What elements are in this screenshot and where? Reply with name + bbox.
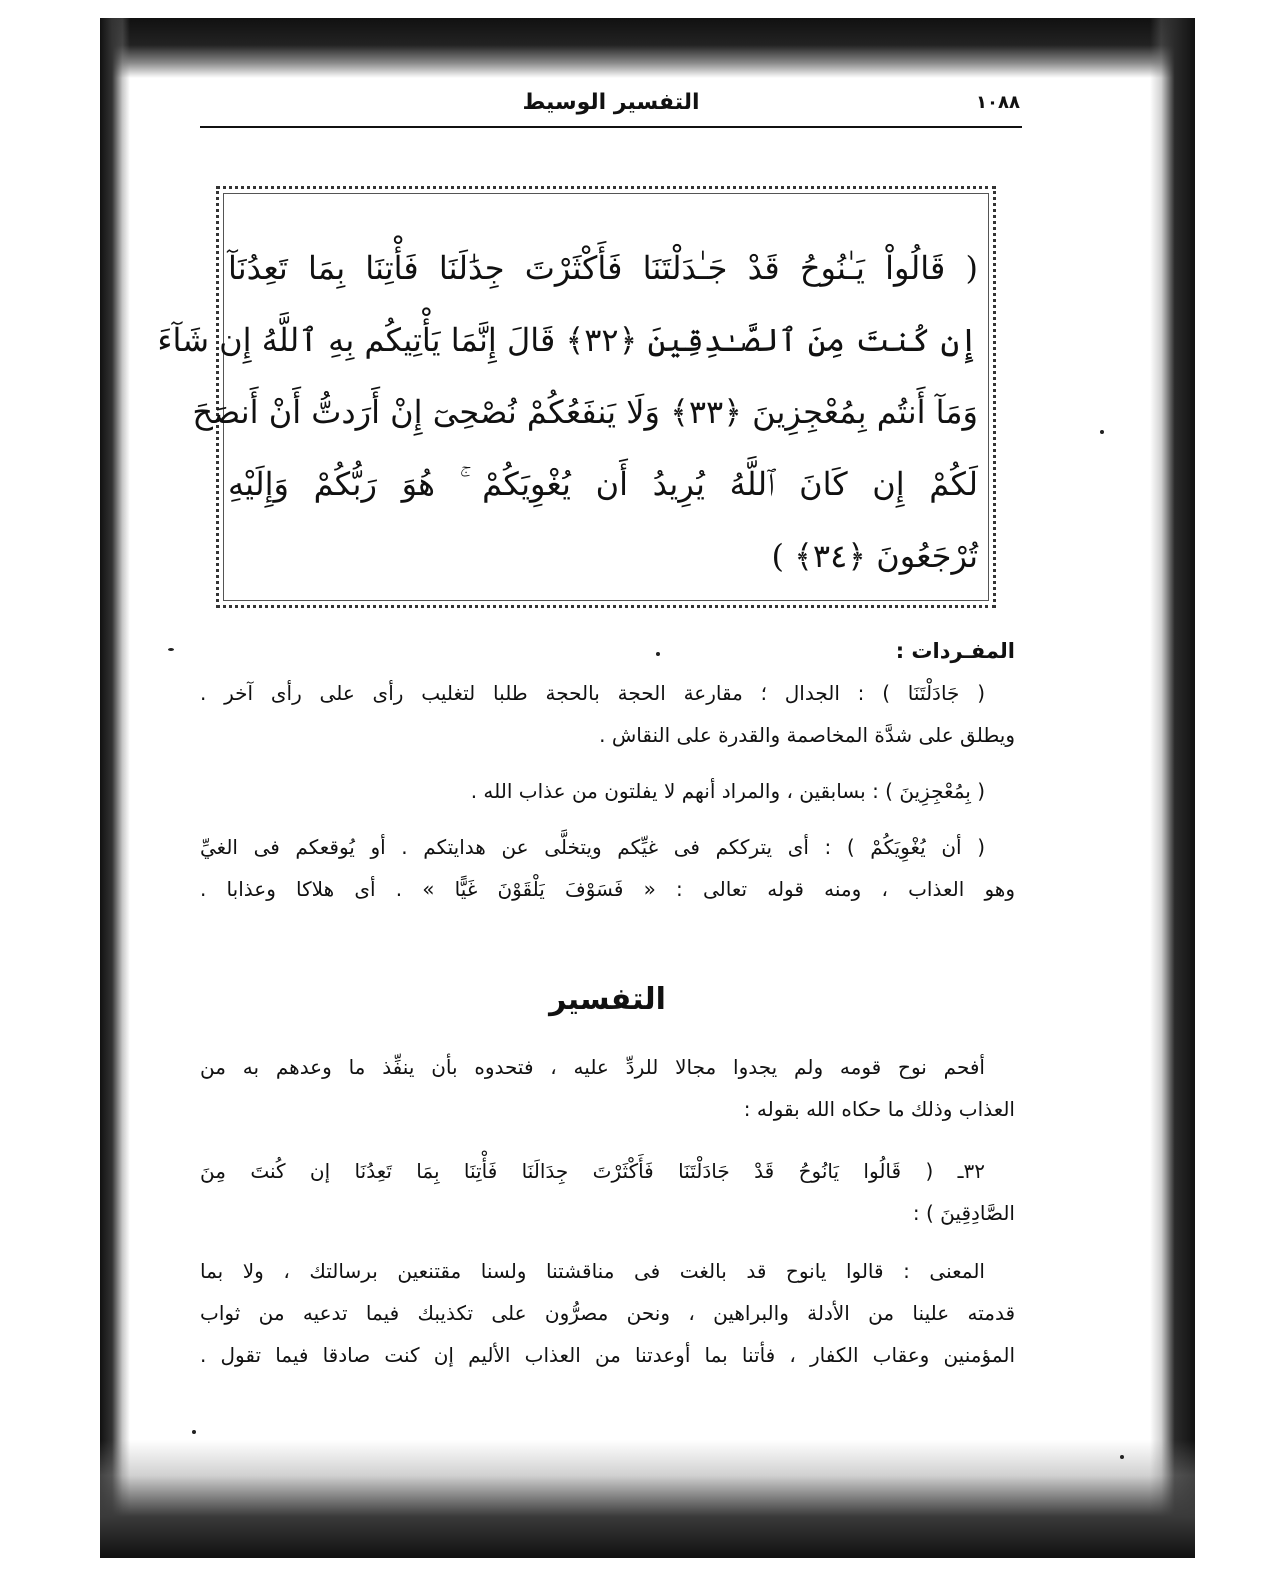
vocabulary-line: وهو العذاب ، ومنه قوله تعالى : « فَسَوْفَ يَلْقَوْنَ غَيًّا » . أى هلاكا وعذابا . <box>200 877 1015 901</box>
tafsir-meaning-line: المؤمنين وعقاب الكفار ، فأتنا بما أوعدتنا من العذاب الأليم إن كنت صادقا فيما تقول . <box>200 1343 1015 1367</box>
verse-line: وَمَآ أَنتُم بِمُعْجِزِينَ ﴿٣٣﴾ وَلَا يَنفَعُكُمْ نُصْحِىٓ إِنْ أَرَدتُّ أَنْ أَنصَحَ <box>192 393 978 431</box>
verse-line: تُرْجَعُونَ ﴿٣٤﴾ ) <box>771 537 978 575</box>
verse-line: ( قَالُواْ يَـٰنُوحُ قَدْ جَـٰدَلْتَنَا فَأَكْثَرْتَ جِدَٰلَنَا فَأْتِنَا بِمَا تَعِدُنَآ <box>228 249 978 287</box>
page-number: ١٠٨٨ <box>976 92 1020 113</box>
vocabulary-section <box>200 630 1015 910</box>
tafsir-intro-line: أفحم نوح قومه ولم يجدوا مجالا للردِّ عليه ، فتحدوه بأن ينفِّذ ما وعدهم به من <box>200 1055 985 1079</box>
vocabulary-line: ويطلق على شدَّة المخاصمة والقدرة على النقاش . <box>599 723 1015 747</box>
running-title: التفسير الوسيط <box>522 90 700 115</box>
verse-line: إِن كُنتَ مِنَ ٱلصَّـٰدِقِينَ ﴿٣٢﴾ قَالَ إِنَّمَا يَأْتِيكُم بِهِ ٱللَّهُ إِن شَآءَ <box>157 321 978 359</box>
tafsir-intro-line: العذاب وذلك ما حكاه الله بقوله : <box>743 1097 1015 1121</box>
tafsir-heading: التفسير <box>549 982 666 1017</box>
tafsir-verse-line: الصَّادِقِينَ ) : <box>912 1201 1015 1225</box>
header-rule <box>200 126 1022 128</box>
quran-verse-block <box>157 232 978 592</box>
tafsir-meaning-line: المعنى : قالوا يانوح قد بالغت فى مناقشتنا ولسنا مقتنعين برسالتك ، ولا بما <box>200 1259 985 1283</box>
vocabulary-line: ( أن يُغْوِيَكُمْ ) : أى يترككم فى غيِّكم ويتخلَّى عن هدايتكم . أو يُوقعكم فى الغيِّ <box>200 835 985 859</box>
vocabulary-line: ( بِمُعْجِزِينَ ) : بسابقين ، والمراد أنهم لا يفلتون من عذاب الله . <box>470 779 985 803</box>
verse-line: لَكُمْ إِن كَانَ ٱللَّهُ يُرِيدُ أَن يُغْوِيَكُمْ ۚ هُوَ رَبُّكُمْ وَإِلَيْهِ <box>228 465 978 503</box>
page-header <box>200 92 1022 122</box>
vocabulary-heading: المفـردات : <box>895 639 1015 663</box>
tafsir-meaning-line: قدمته علينا من الأدلة والبراهين ، ونحن مصرُّون على تكذيبك فيما تدعيه من ثواب <box>200 1301 1015 1325</box>
vocabulary-line: ( جَادَلْتَنَا ) : الجدال ؛ مقارعة الحجة بالحجة طلبا لتغليب رأى على رأى آخر . <box>200 681 985 705</box>
tafsir-section <box>200 1046 1015 1376</box>
tafsir-verse-line: ٣٢ـ ( قَالُوا يَانُوحُ قَدْ جَادَلْتَنَا فَأَكْثَرْتَ جِدَالَنَا فَأْتِنَا بِمَا تَعِدُنَا إن كُنتَ مِنَ <box>200 1159 985 1183</box>
